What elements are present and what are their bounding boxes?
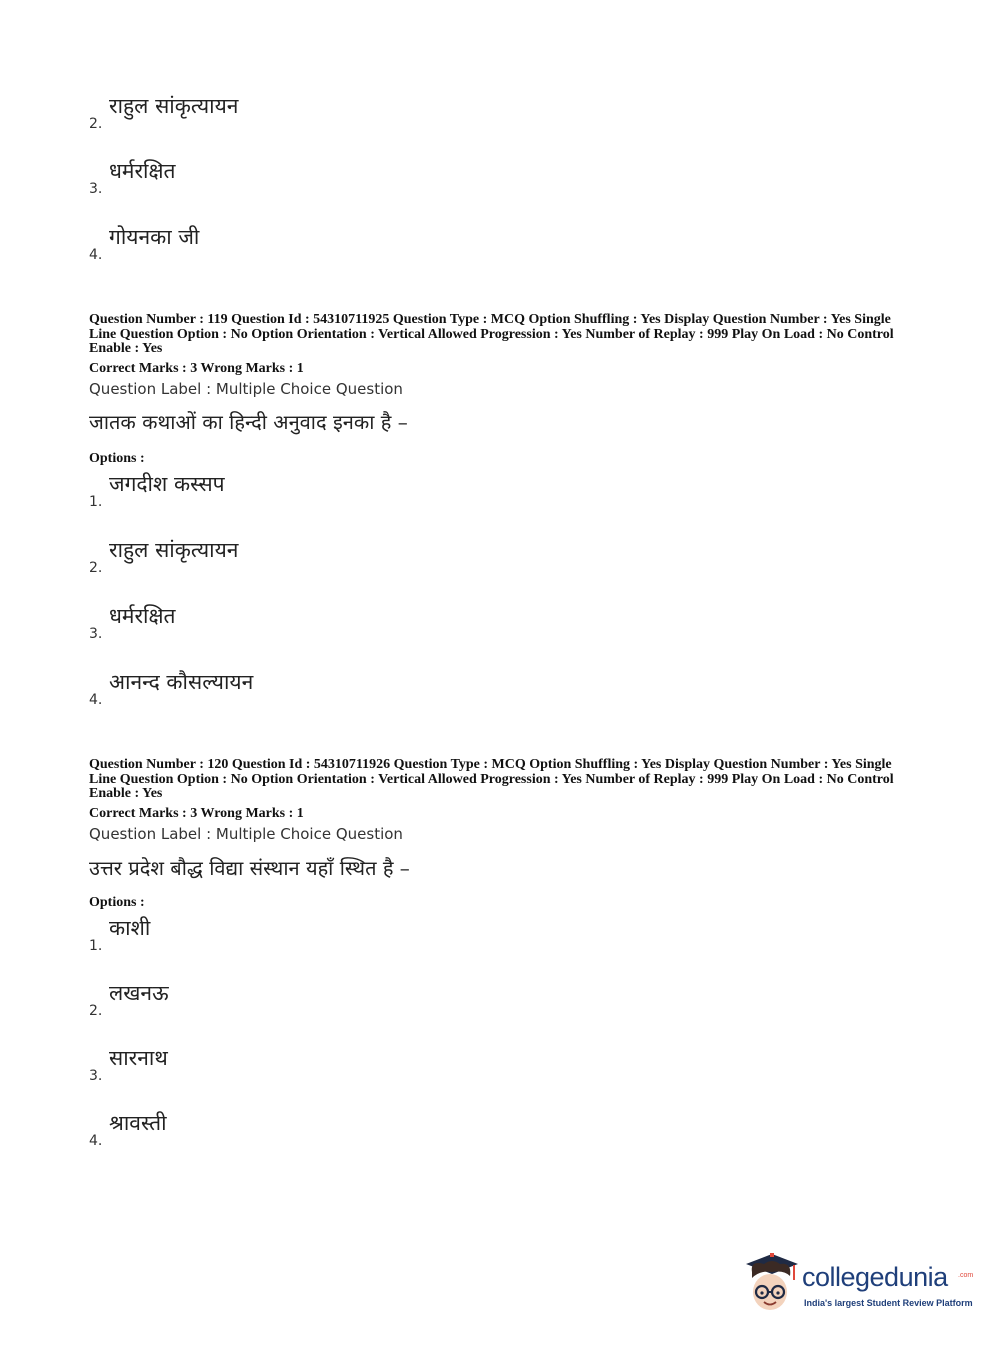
option-text: सारनाथ — [109, 1046, 168, 1070]
q120-question: उत्तर प्रदेश बौद्ध विद्या संस्थान यहाँ स्थित है – — [89, 856, 410, 880]
option-text: धर्मरक्षित — [109, 604, 176, 628]
option-text: राहुल सांकृत्यायन — [109, 94, 239, 118]
option-text: लखनऊ — [109, 981, 169, 1005]
mascot-icon — [742, 1250, 802, 1316]
logo-wordmark: collegedunia — [802, 1262, 948, 1292]
option-number: 2. — [89, 116, 103, 132]
option-text: जगदीश कस्सप — [109, 472, 225, 496]
q119-meta: Question Number : 119 Question Id : 54310711925 Question Type : MCQ Option Shuffling : Yes Display Question Number : Yes Single Line Question Option : No Option Orientation : Vertical Allowed Progression : Yes Number of Replay : 999 Play On Load : No Control Enable : Yes — [89, 312, 894, 356]
option-number: 1. — [89, 938, 103, 954]
option-number: 4. — [89, 247, 103, 263]
q120-label: Question Label : Multiple Choice Question — [89, 825, 403, 843]
logo-tagline: India's largest Student Review Platform — [804, 1298, 973, 1308]
logo-domain: .com — [958, 1272, 974, 1279]
option-number: 4. — [89, 692, 103, 708]
q119-options-heading: Options : — [89, 451, 145, 466]
option-number: 4. — [89, 1133, 103, 1149]
q120-meta: Question Number : 120 Question Id : 54310711926 Question Type : MCQ Option Shuffling : Yes Display Question Number : Yes Single Line Question Option : No Option Orientation : Vertical Allowed Progression : Yes Number of Replay : 999 Play On Load : No Control Enable : Yes — [89, 757, 894, 801]
option-number: 2. — [89, 1003, 103, 1019]
q119-question: जातक कथाओं का हिन्दी अनुवाद इनका है – — [89, 410, 408, 434]
option-number: 3. — [89, 626, 103, 642]
option-text: आनन्द कौसल्यायन — [109, 670, 254, 694]
q119-label: Question Label : Multiple Choice Question — [89, 380, 403, 398]
option-number: 3. — [89, 1068, 103, 1084]
option-text: गोयनका जी — [109, 225, 200, 249]
q120-marks: Correct Marks : 3 Wrong Marks : 1 — [89, 806, 304, 821]
option-number: 1. — [89, 494, 103, 510]
option-text: धर्मरक्षित — [109, 159, 176, 183]
q120-options-heading: Options : — [89, 895, 145, 910]
option-text: काशी — [109, 916, 151, 940]
collegedunia-logo[interactable] — [742, 1250, 972, 1320]
q119-marks: Correct Marks : 3 Wrong Marks : 1 — [89, 361, 304, 376]
option-text: श्रावस्ती — [109, 1111, 167, 1135]
option-text: राहुल सांकृत्यायन — [109, 538, 239, 562]
option-number: 3. — [89, 181, 103, 197]
option-number: 2. — [89, 560, 103, 576]
